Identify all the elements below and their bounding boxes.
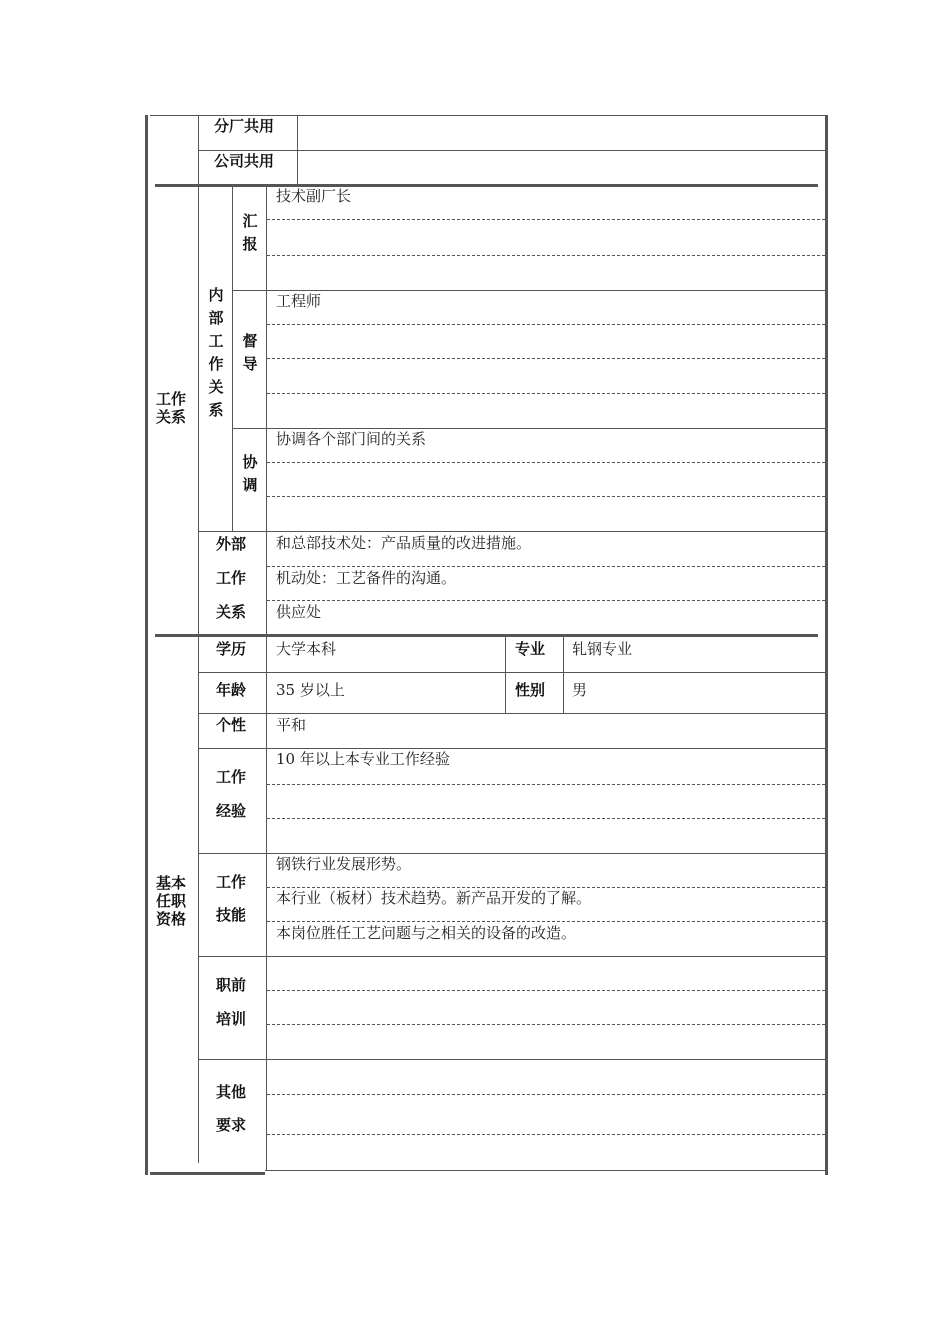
- report-label: 汇报: [242, 212, 258, 253]
- supervise-line-1: 工程师: [276, 292, 322, 310]
- experience-label-1: 工作: [216, 768, 247, 786]
- external-line-1: 和总部技术处：产品质量的改进措施。: [276, 534, 532, 552]
- major-value: 轧钢专业: [572, 640, 633, 658]
- skills-line-3: 本岗位胜任工艺问题与之相关的设备的改造。: [276, 924, 577, 942]
- report-line-1: 技术副厂长: [276, 187, 352, 205]
- skills-label-1: 工作: [216, 873, 247, 891]
- skills-line-1: 钢铁行业发展形势。: [276, 855, 412, 873]
- age-label: 年龄: [216, 681, 247, 699]
- personality-label: 个性: [216, 716, 247, 734]
- qualifications-label: 基本任职资格: [156, 874, 187, 928]
- section-divider-1: [155, 184, 818, 187]
- external-line-3: 供应处: [276, 603, 322, 621]
- major-label: 专业: [515, 640, 546, 658]
- company-shared-label: 公司共用: [214, 152, 275, 170]
- experience-line-1: 10 年以上本专业工作经验: [276, 750, 450, 768]
- other-label-1: 其他: [216, 1083, 247, 1101]
- external-label-3: 关系: [216, 603, 247, 621]
- gender-label: 性别: [515, 681, 546, 699]
- skills-line-2: 本行业（板材）技术趋势。新产品开发的了解。: [276, 889, 592, 907]
- coordinate-line-1: 协调各个部门间的关系: [276, 430, 427, 448]
- training-label-1: 职前: [216, 976, 247, 994]
- frame-bottom-line: [265, 1170, 825, 1171]
- external-label-1: 外部: [216, 535, 247, 553]
- frame-top-border: [150, 115, 825, 116]
- branch-shared-label: 分厂共用: [214, 117, 275, 135]
- personality-value: 平和: [276, 716, 307, 734]
- section-divider-2: [155, 634, 818, 637]
- work-relations-label: 工作关系: [156, 390, 187, 426]
- other-label-2: 要求: [216, 1116, 247, 1134]
- external-line-2: 机动处：工艺备件的沟通。: [276, 569, 457, 587]
- coordinate-label: 协调: [242, 453, 258, 494]
- supervise-label: 督导: [242, 332, 258, 373]
- internal-relations-label: 内部工作关系: [208, 286, 224, 419]
- age-value: 35 岁以上: [276, 681, 345, 699]
- skills-label-2: 技能: [216, 906, 247, 924]
- frame-right-border: [825, 115, 828, 1175]
- frame-bottom-border: [150, 1172, 265, 1175]
- gender-value: 男: [572, 681, 588, 699]
- frame-left-border: [145, 115, 148, 1175]
- training-label-2: 培训: [216, 1010, 247, 1028]
- external-label-2: 工作: [216, 569, 247, 587]
- education-label: 学历: [216, 640, 247, 658]
- education-value: 大学本科: [276, 640, 337, 658]
- experience-label-2: 经验: [216, 802, 247, 820]
